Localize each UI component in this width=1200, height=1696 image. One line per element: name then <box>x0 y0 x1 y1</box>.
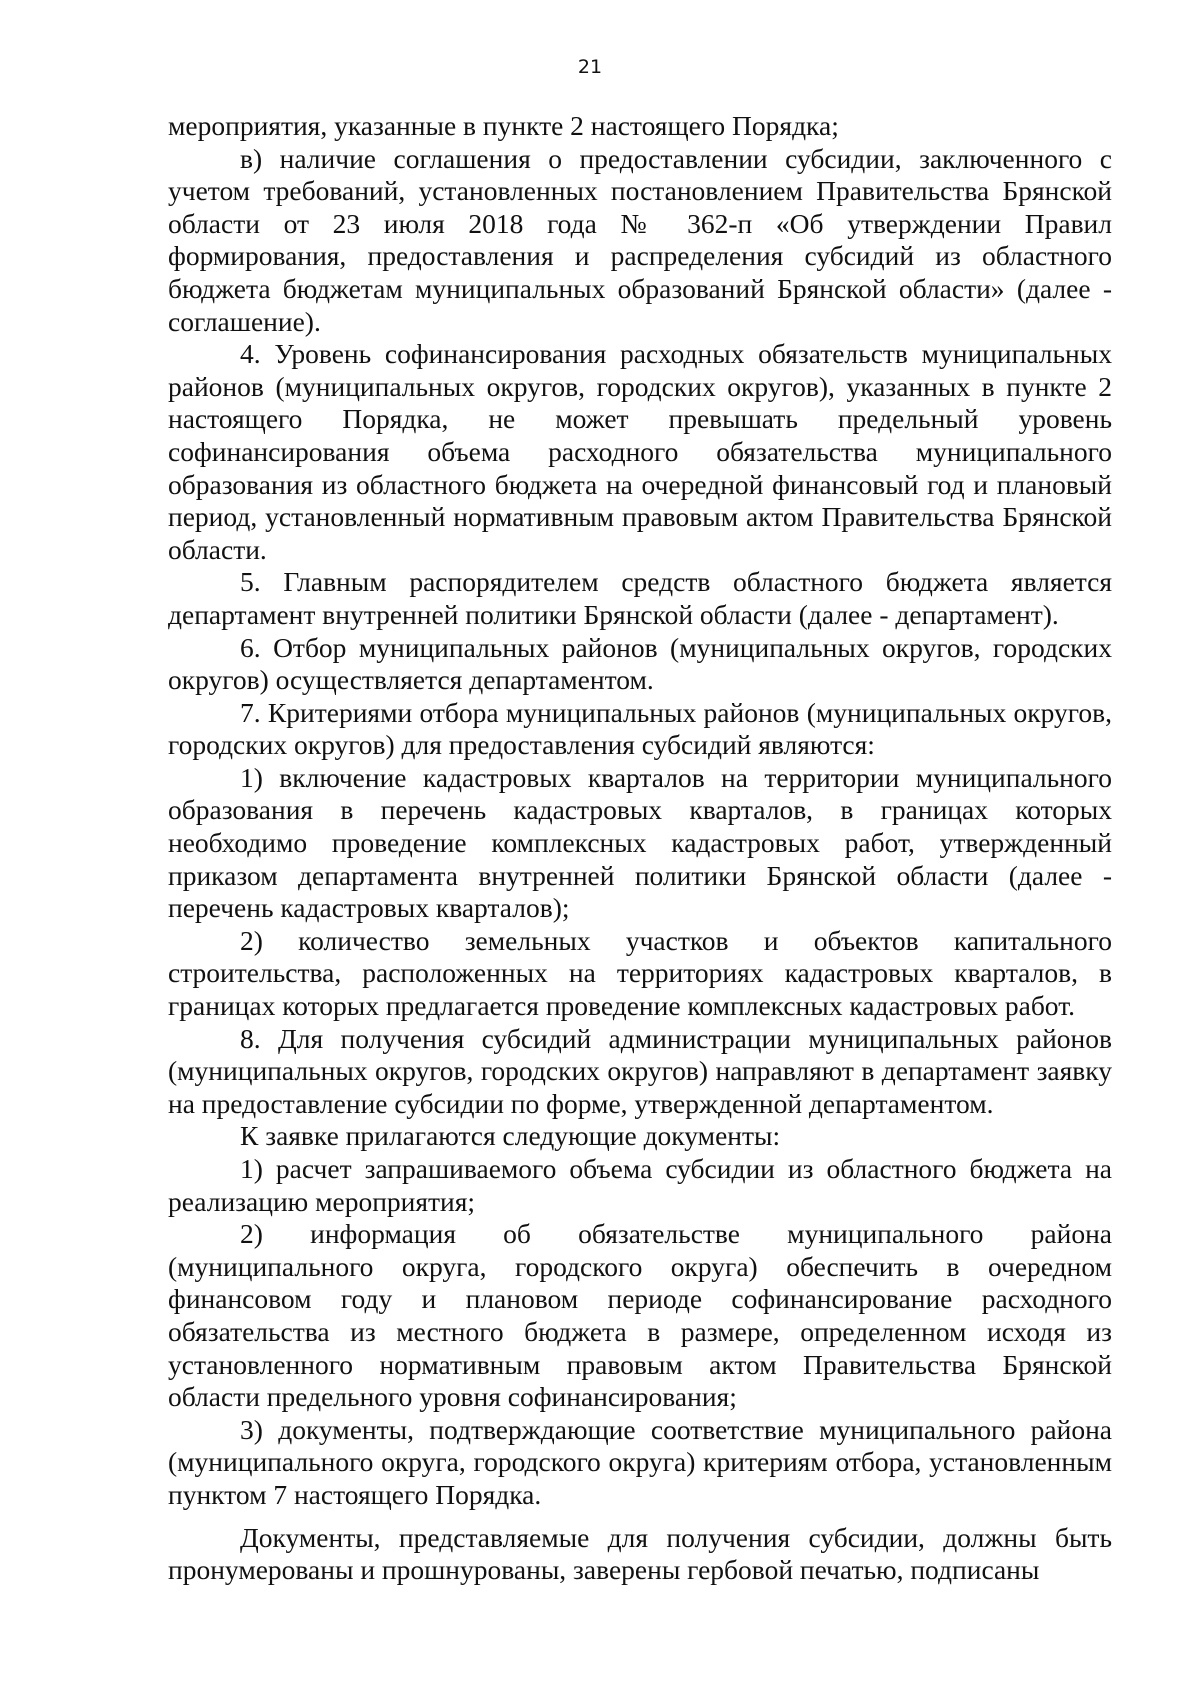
paragraph: 3) документы, подтверждающие соответствие муниципального района (муниципального округа, городского округа) критериям отбора, установленным пунктом 7 настоящего Порядка. <box>168 1413 1112 1510</box>
paragraph: в) наличие соглашения о предоставлении субсидии, заключенного с учетом требований, установленных постановлением Правительства Брянской области от 23 июля 2018 года № 362-п «Об утверждении Правил формирования, предоставления и распределения субсидий из областного бюджета бюджетам муниципальных образований Брянской области» (далее - соглашение). <box>168 142 1112 337</box>
paragraph: 1) включение кадастровых кварталов на территории муниципального образования в перечень кадастровых кварталов, в границах которых необходимо проведение комплексных кадастровых работ, утвержденный приказом департамента внутренней политики Брянской области (далее - перечень кадастровых кварталов); <box>168 761 1112 924</box>
paragraph: 1) расчет запрашиваемого объема субсидии из областного бюджета на реализацию мероприятия; <box>168 1153 1112 1217</box>
paragraph: 2) количество земельных участков и объектов капитального строительства, расположенных на территориях кадастровых кварталов, в границах которых предлагается проведение комплексных кадастровых работ. <box>168 924 1112 1022</box>
paragraph: 4. Уровень софинансирования расходных обязательств муниципальных районов (муниципальных округов, городских округов), указанных в пункте 2 настоящего Порядка, не может превышать предельный уровень софинансирования объема расходного обязательства муниципального образования из областного бюджета на очередной финансовый год и плановый период, установленный нормативным правовым актом Правительства Брянской области. <box>168 338 1112 565</box>
paragraph: мероприятия, указанные в пункте 2 настоящего Порядка; <box>168 110 839 141</box>
paragraph: 2) информация об обязательстве муниципального района (муниципального округа, городского округа) обеспечить в очередном финансовом году и плановом периоде софинансирование расходного обязательства из местного бюджета в размере, определенном исходя из установленного нормативным правовым актом Правительства Брянской области предельного уровня софинансирования; <box>168 1218 1112 1413</box>
paragraph: 8. Для получения субсидий администрации муниципальных районов (муниципальных округов, городских округов) направляют в департамент заявку на предоставление субсидии по форме, утвержденной департаментом. <box>168 1022 1112 1119</box>
page-number: 21 <box>577 56 603 78</box>
document-body <box>168 110 1112 1587</box>
paragraph: 7. Критериями отбора муниципальных районов (муниципальных округов, городских округов) для предоставления субсидий являются: <box>168 696 1112 761</box>
paragraph: 5. Главным распорядителем средств областного бюджета является департамент внутренней политики Брянской области (далее - департамент). <box>168 566 1112 630</box>
paragraph: Документы, представляемые для получения субсидии, должны быть пронумерованы и прошнурованы, заверены гербовой печатью, подписаны <box>168 1521 1112 1586</box>
paragraph: К заявке прилагаются следующие документы: <box>240 1120 781 1152</box>
paragraph: 6. Отбор муниципальных районов (муниципальных округов, городских округов) осуществляется департаментом. <box>168 631 1112 696</box>
